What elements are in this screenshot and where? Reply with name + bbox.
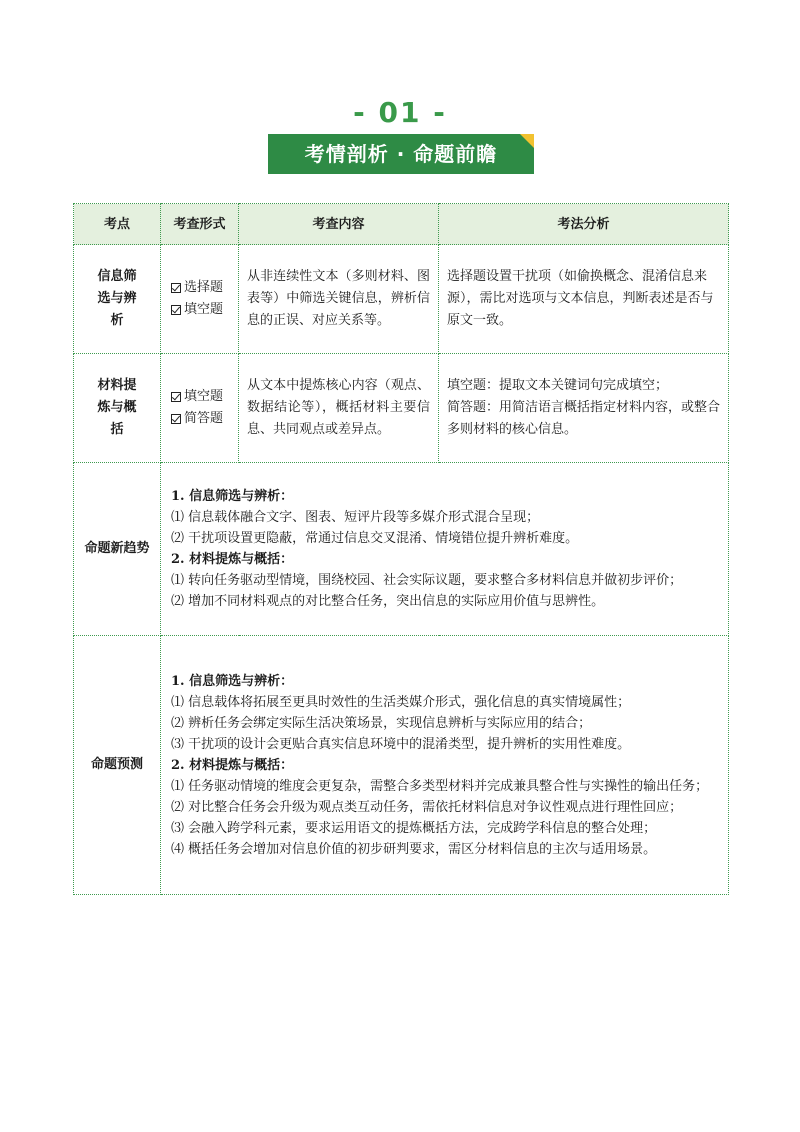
forecast-item: ⑴ 信息载体将拓展至更具时效性的生活类媒介形式，强化信息的真实情境属性； (171, 694, 631, 710)
form-cell (161, 245, 239, 354)
forecast-item: ⑴ 任务驱动情境的维度会更复杂，需整合多类型材料并完成兼具整合性与实操性的输出任务； (171, 778, 709, 794)
form-item (171, 386, 238, 408)
form-label: 选择题 (184, 280, 224, 295)
trend-group-title: 1. 信息筛选与辨析： (171, 489, 294, 504)
point-label: 材料提炼与概括 (97, 378, 137, 437)
trend-group-title: 2. 材料提炼与概括： (171, 552, 294, 567)
trend-item: ⑵ 增加不同材料观点的对比整合任务，突出信息的实际应用价值与思辨性。 (171, 594, 605, 609)
banner-corner-decoration (520, 134, 534, 148)
forecast-content-cell (161, 636, 729, 895)
form-label: 填空题 (184, 302, 224, 317)
analysis-cell (439, 245, 729, 354)
content-text: 从非连续性文本（多则材料、图表等）中筛选关键信息，辨析信息的正误、对应关系等。 (247, 269, 430, 328)
analysis-text: 填空题：提取文本关键词句完成填空； (447, 378, 669, 393)
point-label: 信息筛选与辨析 (97, 269, 137, 328)
table-header-row (74, 204, 729, 245)
banner-title: 考情剖析 · 命题前瞻 (304, 142, 498, 166)
forecast-item: ⑵ 对比整合任务会升级为观点类互动任务，需依托材料信息对争议性观点进行理性回应； (171, 799, 683, 815)
checkbox-checked-icon (171, 392, 181, 402)
checkbox-checked-icon (171, 305, 181, 315)
forecast-item: ⑷ 概括任务会增加对信息价值的初步研判要求，需区分材料信息的主次与适用场景。 (171, 841, 657, 857)
section-banner (268, 134, 534, 174)
trend-item: ⑴ 信息载体融合文字、图表、短评片段等多媒介形式混合呈现； (171, 510, 540, 525)
form-item (171, 277, 238, 299)
forecast-item: ⑶ 会融入跨学科元素，要求运用语文的提炼概括方法，完成跨学科信息的整合处理； (171, 820, 657, 836)
header-cell: 考法分析 (439, 204, 729, 245)
trend-label-cell (74, 463, 161, 636)
form-item (171, 299, 238, 321)
point-cell (74, 245, 161, 354)
table-row (74, 636, 729, 895)
exam-analysis-table (73, 203, 729, 895)
analysis-text: 简答题：用简洁语言概括指定材料内容，或整合多则材料的核心信息。 (447, 400, 721, 437)
forecast-item: ⑵ 辨析任务会绑定实际生活决策场景，实现信息辨析与实际应用的结合； (171, 715, 592, 731)
form-cell (161, 354, 239, 463)
header-cell: 考点 (74, 204, 161, 245)
forecast-group-title: 2. 材料提炼与概括： (171, 757, 294, 773)
section-number: - 01 - (353, 96, 447, 129)
table-row (74, 245, 729, 354)
trend-item: ⑵ 干扰项设置更隐蔽，常通过信息交叉混淆、情境错位提升辨析难度。 (171, 531, 579, 546)
header-cell: 考查形式 (161, 204, 239, 245)
point-cell (74, 354, 161, 463)
analysis-cell (439, 354, 729, 463)
forecast-label: 命题预测 (90, 757, 143, 772)
header-cell: 考查内容 (239, 204, 439, 245)
form-item (171, 408, 238, 430)
forecast-label-cell (74, 636, 161, 895)
checkbox-checked-icon (171, 283, 181, 293)
content-text: 从文本中提炼核心内容（观点、数据结论等），概括材料主要信息、共同观点或差异点。 (247, 378, 430, 437)
content-cell (239, 245, 439, 354)
trend-content-cell (161, 463, 729, 636)
content-cell (239, 354, 439, 463)
forecast-item: ⑶ 干扰项的设计会更贴合真实信息环境中的混淆类型，提升辨析的实用性难度。 (171, 736, 631, 752)
checkbox-checked-icon (171, 414, 181, 424)
table-row (74, 354, 729, 463)
analysis-text: 选择题设置干扰项（如偷换概念、混淆信息来源），需比对选项与文本信息，判断表述是否与原文一致。 (447, 269, 714, 328)
form-label: 简答题 (184, 411, 224, 426)
form-label: 填空题 (184, 389, 224, 404)
table-row (74, 463, 729, 636)
trend-item: ⑴ 转向任务驱动型情境，围绕校园、社会实际议题，要求整合多材料信息并做初步评价； (171, 573, 683, 588)
forecast-group-title: 1. 信息筛选与辨析： (171, 673, 294, 689)
trend-label: 命题新趋势 (84, 541, 150, 556)
